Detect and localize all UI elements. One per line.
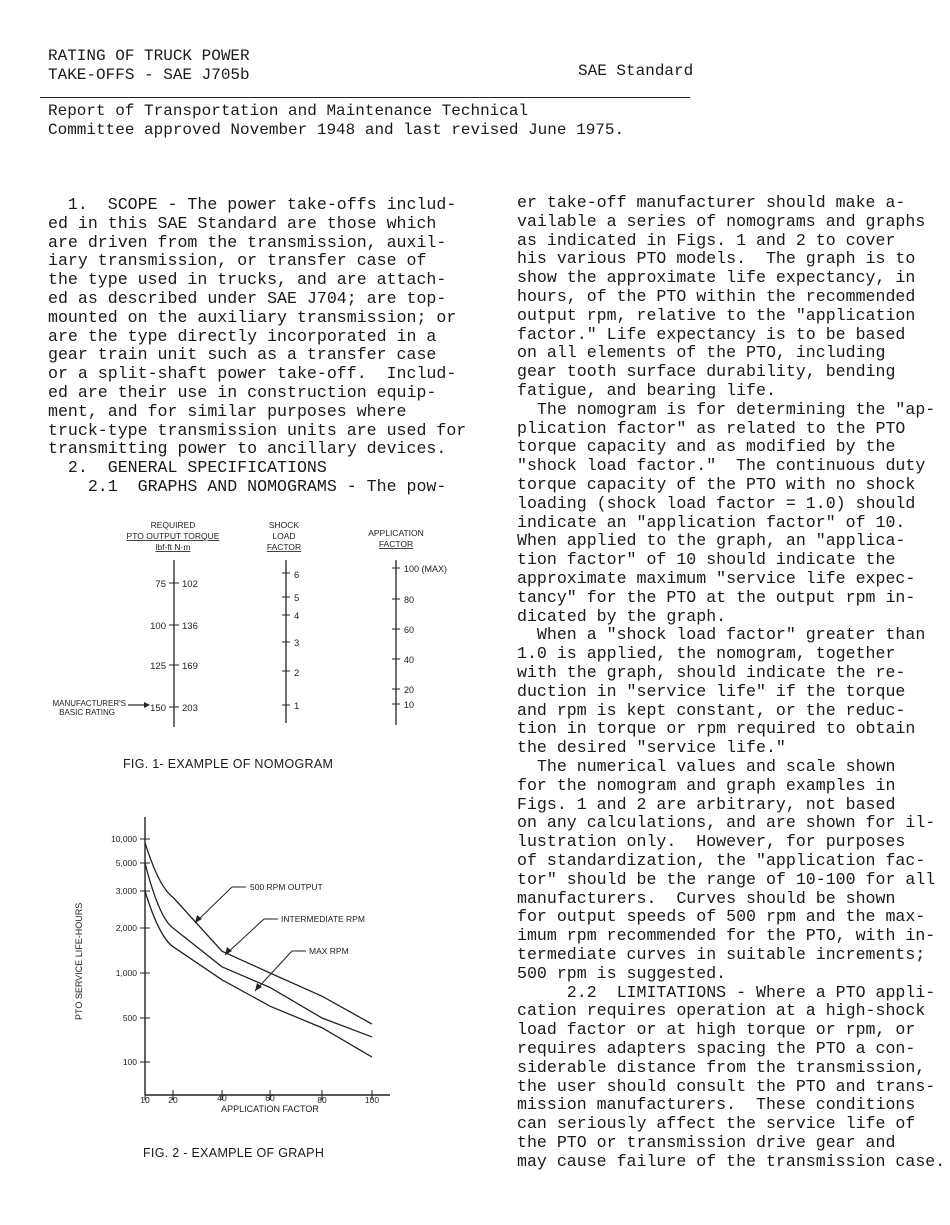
text-line: torque capacity and as modified by the	[517, 437, 896, 457]
text-line: 500 rpm is suggested.	[517, 963, 727, 983]
standard-label: SAE Standard	[578, 62, 694, 80]
text-line: gear tooth surface durability, bending	[517, 362, 896, 382]
text-line: er take-off manufacturer should make a-	[517, 193, 906, 212]
shock-label: 4	[294, 611, 300, 622]
text-line: 2.2 LIMITATIONS - Where a PTO appli-	[517, 982, 936, 1002]
shock-label: 3	[294, 638, 300, 649]
leader-line-intermediate	[225, 919, 264, 955]
curve-label-500-rpm: 500 RPM OUTPUT	[250, 882, 323, 892]
app-header-line2: FACTOR	[378, 539, 414, 549]
text-line: When a "shock load factor" greater than	[517, 625, 926, 645]
text-line: tor" should be the range of 10-100 for all	[517, 869, 936, 889]
app-label: 80	[404, 595, 415, 605]
text-line: lustration only. However, for purposes	[517, 832, 906, 852]
text-line: are the type directly incorporated in a	[48, 326, 437, 346]
torque-lbf-label: 150	[150, 703, 166, 714]
text-line: iary transmission, or transfer case of	[48, 251, 427, 271]
shock-label: 1	[294, 701, 300, 712]
torque-nm-label: 102	[182, 579, 198, 590]
text-line: tion factor" of 10 should indicate the	[517, 550, 896, 570]
text-line: dicated by the graph.	[517, 606, 727, 626]
leader-line-max	[255, 951, 292, 991]
text-line: hours, of the PTO within the recommended	[517, 287, 916, 306]
shock-label: 6	[294, 570, 300, 581]
y-tick-label: 10,000	[111, 834, 137, 844]
text-line: can seriously affect the service life of	[517, 1114, 916, 1134]
text-line: with the graph, should indicate the re-	[517, 663, 906, 682]
text-line: tancy" for the PTO at the output rpm in-	[517, 587, 916, 607]
text-line: ed are their use in construction equip-	[48, 383, 437, 402]
text-line: show the approximate life expectancy, in	[517, 268, 916, 288]
text-line: as indicated in Figs. 1 and 2 to cover	[517, 230, 896, 250]
text-line: duction in "service life" if the torque	[517, 681, 906, 701]
text-line: of standardization, the "application fac-	[517, 851, 926, 870]
document-title-line1: RATING OF TRUCK POWER	[48, 47, 250, 65]
y-tick-label: 500	[122, 1013, 137, 1023]
torque-nm-label: 136	[182, 621, 198, 632]
torque-lbf-label: 125	[150, 661, 166, 672]
text-line: "shock load factor." The continuous duty	[517, 456, 926, 476]
shock-label: 2	[294, 668, 300, 679]
report-line1: Report of Transportation and Maintenance Technical	[48, 102, 529, 120]
fig2-caption: FIG. 2 - EXAMPLE OF GRAPH	[143, 1146, 325, 1160]
basic-rating-label-line1: MANUFACTURER'S	[52, 699, 126, 708]
x-tick-label: 100	[364, 1095, 380, 1105]
section-heading: 2.1 GRAPHS AND NOMOGRAMS - The pow-	[48, 477, 447, 496]
fig1-caption: FIG. 1- EXAMPLE OF NOMOGRAM	[123, 757, 334, 771]
x-tick-label: 60	[265, 1093, 275, 1103]
y-tick-label: 2,000	[115, 923, 137, 933]
shock-header-line1: SHOCK	[268, 520, 300, 530]
text-line: on any calculations, and are shown for il-	[517, 813, 936, 833]
app-label: 100 (MAX)	[404, 564, 448, 574]
torque-header-line2: PTO OUTPUT TORQUE	[126, 531, 220, 541]
app-label: 60	[404, 625, 415, 635]
arrow-head-icon	[144, 702, 150, 708]
text-line: fatigue, and bearing life.	[517, 381, 776, 400]
x-axis-label: APPLICATION FACTOR	[221, 1104, 319, 1114]
text-line: 1. SCOPE - The power take-offs includ-	[48, 195, 457, 214]
app-ticks	[392, 564, 447, 710]
text-line: vailable a series of nomograms and graphs	[517, 211, 926, 231]
app-label: 10	[404, 700, 415, 710]
text-line: the desired "service life."	[517, 738, 786, 758]
text-line: factor." Life expectancy is to be based	[517, 324, 906, 344]
text-line: manufacturers. Curves should be shown	[517, 888, 896, 908]
text-line: for the nomogram and graph examples in	[517, 775, 896, 795]
text-line: ed in this SAE Standard are those which	[48, 213, 437, 233]
text-line: tion in torque or rpm required to obtain	[517, 719, 916, 739]
text-line: cation requires operation at a high-shock	[517, 1001, 926, 1021]
text-line: torque capacity of the PTO with no shock	[517, 475, 916, 494]
x-tick-label: 10	[140, 1095, 150, 1105]
text-line: load factor or at high torque or rpm, or	[517, 1020, 916, 1040]
text-line: approximate maximum "service life expec-	[517, 569, 916, 588]
text-line: the user should consult the PTO and trans-	[517, 1076, 936, 1096]
x-tick-label: 40	[217, 1093, 227, 1103]
header-rule	[40, 97, 690, 98]
x-tick-label: 80	[317, 1095, 327, 1105]
text-line: truck-type transmission units are used for	[48, 420, 467, 440]
text-line: The numerical values and scale shown	[517, 757, 896, 776]
text-line: are driven from the transmission, auxil-	[48, 232, 447, 252]
text-line: requires adapters spacing the PTO a con-	[517, 1039, 916, 1058]
report-line2: Committee approved November 1948 and last revised June 1975.	[48, 121, 625, 139]
text-line: indicate an "application factor" of 10.	[517, 512, 906, 532]
text-line: his various PTO models. The graph is to	[517, 249, 916, 269]
text-line: output rpm, relative to the "application	[517, 305, 916, 325]
text-line: may cause failure of the transmission case.	[517, 1151, 946, 1171]
torque-nm-label: 169	[182, 661, 198, 672]
text-line: ed as described under SAE J704; are top-	[48, 289, 447, 308]
y-tick-label: 1,000	[115, 968, 137, 978]
text-line: gear train unit such as a transfer case	[48, 345, 437, 365]
text-line: Figs. 1 and 2 are arbitrary, not based	[517, 794, 896, 814]
y-axis-label: PTO SERVICE LIFE-HOURS	[74, 902, 84, 1020]
text-line: When applied to the graph, an "applica-	[517, 531, 906, 551]
text-line: transmitting power to ancillary devices.	[48, 439, 447, 459]
x-tick-label: 20	[168, 1095, 178, 1105]
text-line: plication factor" as related to the PTO	[517, 418, 906, 438]
text-line: The nomogram is for determining the "ap-	[517, 399, 936, 419]
y-tick-label: 3,000	[115, 886, 137, 896]
torque-lbf-label: 100	[150, 621, 166, 632]
shock-ticks	[282, 570, 299, 712]
document-title-line2: TAKE-OFFS - SAE J705b	[48, 66, 250, 84]
arrow-head-icon	[195, 915, 202, 923]
torque-lbf-label: 75	[155, 579, 166, 590]
torque-nm-label: 203	[182, 703, 198, 714]
torque-header-line3: lbf-ft N·m	[155, 542, 191, 552]
app-label: 20	[404, 685, 415, 695]
basic-rating-label-line2: BASIC RATING	[59, 708, 115, 717]
leader-line-500	[195, 887, 232, 923]
text-line: mission manufacturers. These conditions	[517, 1095, 916, 1115]
text-line: for output speeds of 500 rpm and the max-	[517, 907, 926, 927]
text-line: siderable distance from the transmission,	[517, 1057, 926, 1077]
app-label: 40	[404, 655, 415, 665]
service-life-graph	[60, 805, 440, 1125]
nomogram-figure	[40, 515, 480, 745]
y-tick-label: 5,000	[115, 858, 137, 868]
text-line: and rpm is kept constant, or the reduc-	[517, 700, 906, 720]
shock-header-line2: LOAD	[272, 531, 296, 541]
text-line: imum rpm recommended for the PTO, with in-	[517, 926, 936, 946]
text-line: mounted on the auxiliary transmission; or	[48, 307, 457, 327]
text-line: on all elements of the PTO, including	[517, 343, 886, 363]
curve-label-max-rpm: MAX RPM	[309, 946, 349, 956]
y-tick-label: 100	[122, 1057, 137, 1067]
shock-header-line3: FACTOR	[266, 542, 302, 552]
curve-label-intermediate-rpm: INTERMEDIATE RPM	[281, 914, 365, 924]
shock-label: 5	[294, 593, 300, 604]
app-header-line1: APPLICATION	[368, 528, 424, 538]
text-line: the type used in trucks, and are attach-	[48, 270, 447, 290]
text-line: 1.0 is applied, the nomogram, together	[517, 644, 896, 664]
text-line: or a split-shaft power take-off. Includ-	[48, 364, 457, 384]
text-line: ment, and for similar purposes where	[48, 401, 407, 421]
text-line: the PTO or transmission drive gear and	[517, 1133, 896, 1152]
text-line: termediate curves in suitable increments;	[517, 945, 926, 964]
text-line: loading (shock load factor = 1.0) should	[517, 493, 916, 513]
torque-header-line1: REQUIRED	[150, 520, 196, 530]
section-heading: 2. GENERAL SPECIFICATIONS	[48, 458, 327, 478]
